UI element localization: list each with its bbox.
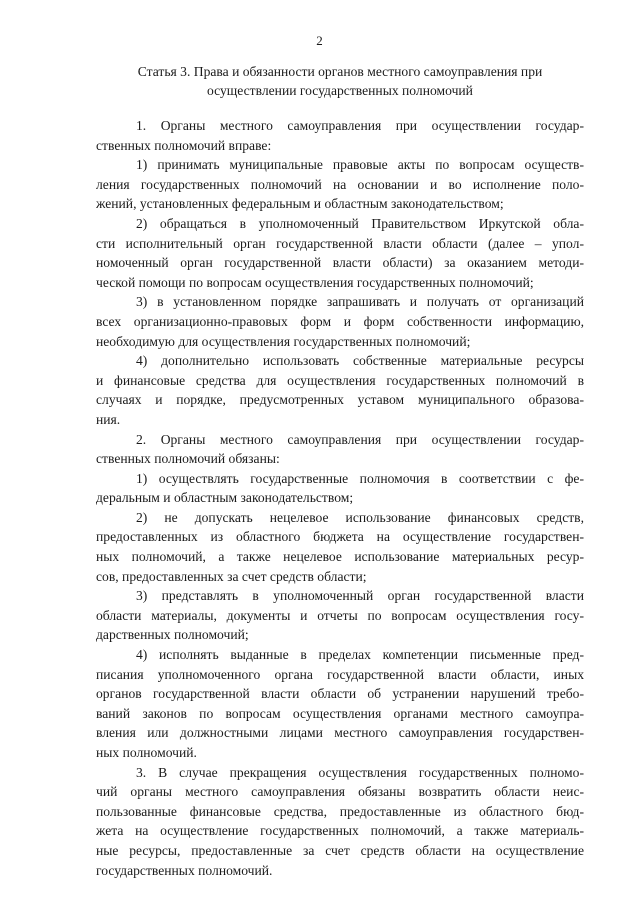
paragraph [96,214,584,292]
paragraph-line: номоченный орган государственной власти области) за оказанием методи- [96,255,584,271]
article-title-line: осуществлении государственных полномочий [207,83,473,98]
paragraph [96,645,584,763]
paragraph-line: 1) принимать муниципальные правовые акты по вопросам осуществ- [136,157,584,173]
page-number: 2 [316,33,323,48]
paragraph-line: пользованные финансовые средства, предоставленные из областного бюд- [96,803,584,819]
paragraph-line: 2) не допускать нецелевое использование финансовых средств, [136,509,584,525]
paragraph-line: жета на осуществление государственных полномочий, а также материаль- [96,823,584,839]
paragraph-line: сти исполнительный орган государственной власти области (далее – упол- [96,235,584,251]
paragraph-line: 3) представлять в уполномоченный орган государственной власти [136,588,584,604]
paragraph-line: государственных полномочий. [96,862,273,878]
paragraph-line: 3) в установленном порядке запрашивать и получать от организаций [136,294,584,310]
paragraph-line: предоставленных из областного бюджета на осуществление государствен- [96,529,584,545]
paragraph-line: случаях и порядке, предусмотренных уставом муниципального образова- [96,392,584,408]
paragraph-line: и финансовые средства для осуществления государственных полномочий в [96,372,584,388]
paragraph-line: сов, предоставленных за счет средств области; [96,568,367,584]
paragraph-line: дарственных полномочий; [96,627,249,643]
paragraph-line: вления или должностными лицами местного самоуправления государствен- [96,725,584,741]
paragraph-line: 2) обращаться в уполномоченный Правительством Иркутской обла- [136,215,584,231]
paragraph-line: ственных полномочий вправе: [96,137,272,153]
paragraph-line: жений, установленных федеральным и областным законодательством; [96,196,504,212]
paragraph-line: ваний законов по вопросам осуществления органами местного самоупра- [96,705,584,721]
paragraph-line: ления государственных полномочий на основании и во исполнение поло- [96,176,584,192]
paragraph-line: необходимую для осуществления государственных полномочий; [96,333,471,349]
paragraph-line: 2. Органы местного самоуправления при осуществлении государ- [136,431,584,447]
paragraph-line: чий органы местного самоуправления обязаны возвратить области неис- [96,784,584,800]
paragraph-line: ческой помощи по вопросам осуществления государственных полномочий; [96,274,534,290]
paragraph-line: органов государственной власти области об устранении нарушений требо- [96,686,584,702]
paragraph-line: области материалы, документы и отчеты по вопросам осуществления госу- [96,607,584,623]
paragraph-line: ных полномочий. [96,745,197,760]
paragraph [96,508,584,586]
paragraph [96,586,584,645]
paragraph-line: 4) исполнять выданные в пределах компетенции письменные пред- [136,647,584,663]
paragraph-line: 4) дополнительно использовать собственные материальные ресурсы [136,353,584,369]
paragraph-line: ния. [96,411,121,427]
paragraph-line: ных полномочий, а также нецелевое использование материальных ресур- [96,549,584,565]
paragraph-line: 1. Органы местного самоуправления при осуществлении государ- [136,118,584,133]
article-title [100,62,580,100]
paragraph-line: всех организационно-правовых форм и форм собственности информацию, [96,313,584,329]
paragraph [96,763,584,881]
paragraph [96,430,584,469]
paragraph-line: 3. В случае прекращения осуществления государственных полномо- [136,764,584,780]
paragraph-line: ственных полномочий обязаны: [96,451,280,467]
paragraph-line: писания уполномоченного органа государственной власти области, иных [96,666,584,682]
article-title-line: Статья 3. Права и обязанности органов местного самоуправления при [137,64,543,79]
paragraph [96,351,584,429]
paragraph [96,469,584,508]
paragraph-line: ные ресурсы, предоставленные за счет средств области на осуществление [96,842,584,858]
document-body [96,116,584,880]
paragraph [96,155,584,214]
paragraph-line: деральным и областным законодательством; [96,490,354,506]
paragraph [96,116,584,155]
paragraph-line: 1) осуществлять государственные полномочия в соответствии с фе- [136,470,584,486]
paragraph [96,292,584,351]
